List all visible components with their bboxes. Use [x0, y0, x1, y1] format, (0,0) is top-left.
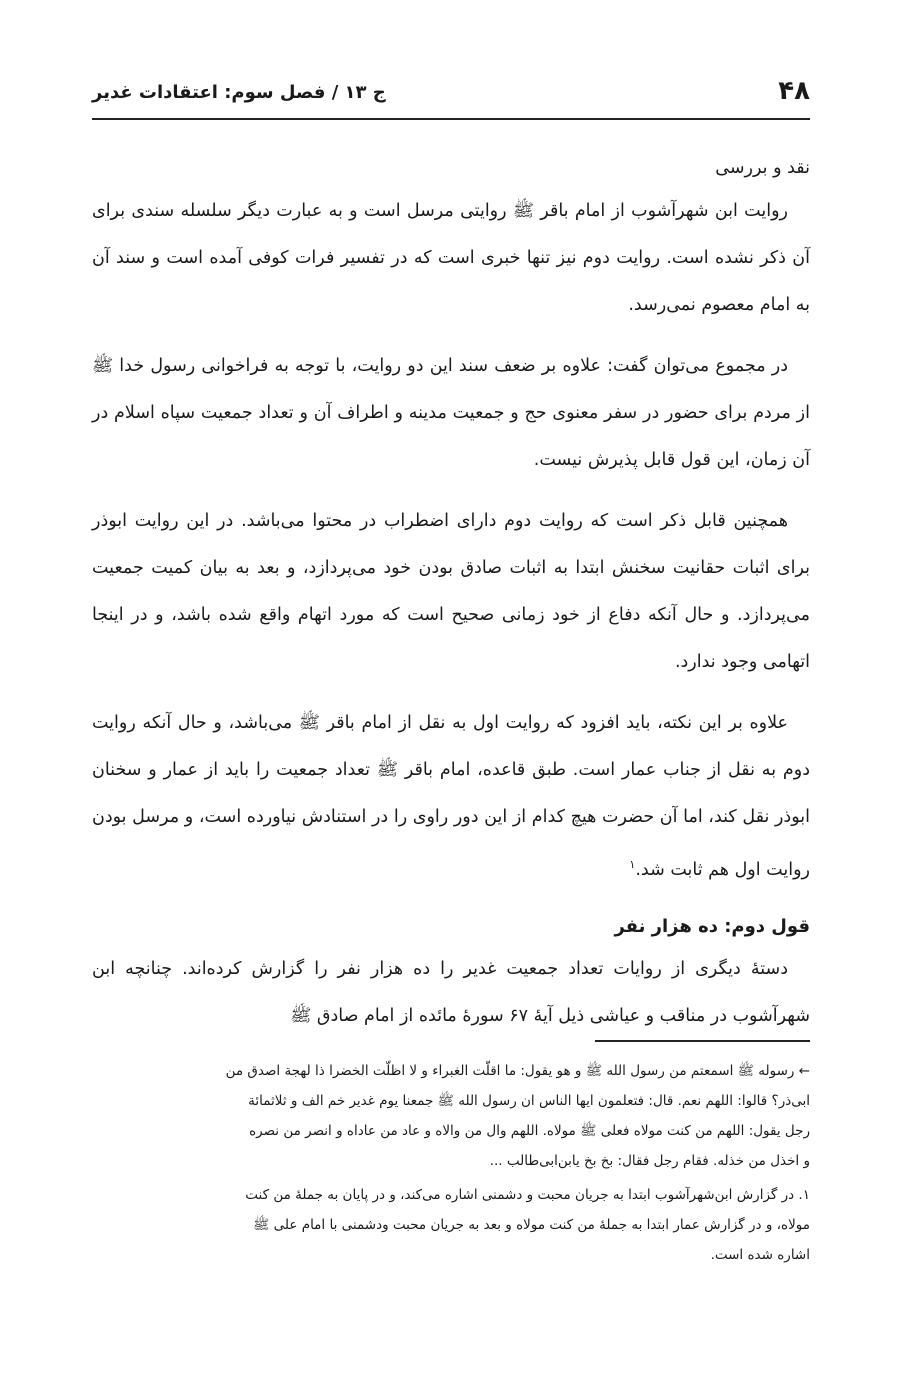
footnote-1 — [92, 1180, 810, 1270]
footnote-line: ← رسوله ﷺ اسمعتم من رسول الله ﷺ و هو یقول: ما اقلّت الغبراء و لا اظلّت الخضرا ذا لهجة اصدق من — [225, 1063, 810, 1079]
section-heading-ten-thousand: قول دوم: ده هزار نفر — [614, 915, 810, 937]
running-title: ج ۱۳ / فصل سوم: اعتقادات غدیر — [92, 82, 386, 103]
footnote-line: رجل یقول: اللهم من کنت مولاه فعلی ﷺ مولاه. اللهم وال من والاه و عاد من عاداه و انصر من نصره — [249, 1123, 810, 1139]
footnote-line: مولاه، و در گزارش عمار ابتدا به جملهٔ من کنت مولاه و بعد به جریان محبت ودشمنی با امام علی ﷺ — [253, 1217, 810, 1233]
page-header — [92, 68, 810, 112]
footnote-mark[interactable]: ۱ — [629, 858, 636, 871]
page-number: ۴۸ — [778, 76, 810, 106]
paragraph-3: همچنین قابل ذکر است که روایت دوم دارای اضطراب در محتوا می‌باشد. در این روایت ابوذر برای اثبات حقانیت سخنش ابتدا به اثبات صادق بودن خود می‌پردازد، و بعد به بیان کمیت جمعیت می‌پردازد. و حال آنکه دفاع از خود زمانی صحیح است که مورد اتهام واقع شده باشد، و در اینجا اتهامی وجود ندارد. — [92, 511, 810, 672]
book-page — [92, 0, 810, 1390]
paragraph-4 — [92, 700, 810, 894]
section-heading-critique: نقد و بررسی — [715, 158, 810, 178]
footnote-continued — [92, 1056, 810, 1176]
footnote-line: ابی‌ذر؟ قالوا: اللهم نعم. قال: فتعلمون ایها الناس ان رسول الله ﷺ جمعنا یوم غدیر خم الف و ثلاثمائة — [248, 1093, 810, 1109]
footnote-line: اشاره شده است. — [710, 1247, 810, 1263]
paragraph-2: در مجموع می‌توان گفت: علاوه بر ضعف سند این دو روایت، با توجه به فراخوانی رسول خدا ﷺ از مردم برای حضور در سفر معنوی حج و جمعیت مدینه و اطراف آن و تعداد جمعیت سپاه اسلام در آن زمان، این قول قابل پذیرش نیست. — [92, 356, 810, 470]
footnote-rule — [595, 1040, 810, 1042]
paragraph-1: روایت ابن شهرآشوب از امام باقر ﷺ روایتی مرسل است و به عبارت دیگر سلسله سندی برای آن ذکر نشده است. روایت دوم نیز تنها خبری است که در تفسیر فرات کوفی آمده است و سند آن به امام معصوم نمی‌رسد. — [92, 201, 810, 315]
footnote-line: و اخذل من خذله. فقام رجل فقال: بخ بخ یابن‌ابی‌طالب ... — [489, 1153, 810, 1169]
paragraph-4-text: علاوه بر این نکته، باید افزود که روایت اول به نقل از امام باقر ﷺ می‌باشد، و حال آنکه روایت دوم به نقل از جناب عمار است. طبق قاعده، امام باقر ﷺ تعداد جمعیت را باید از عمار و سخنان ابوذر نقل کند، اما آن حضرت هیچ کدام از این دور راوی را در استنادش نیاورده است، و مرسل بودن روایت اول هم ثابت شد. — [92, 713, 810, 880]
footnotes — [92, 1056, 810, 1274]
header-rule — [92, 118, 810, 120]
main-text — [92, 148, 810, 1040]
footnote-line: ۱. در گزارش ابن‌شهرآشوب ابتدا به جریان محبت و دشمنی اشاره می‌کند، و در پایان به جملهٔ من کنت — [245, 1187, 810, 1203]
paragraph-5: دستهٔ دیگری از روایات تعداد جمعیت غدیر را ده هزار نفر را گزارش کرده‌اند. چنانچه ابن شهرآشوب در مناقب و عیاشی ذیل آیهٔ ۶۷ سورهٔ مائده از امام صادق ﷺ — [92, 958, 810, 1026]
